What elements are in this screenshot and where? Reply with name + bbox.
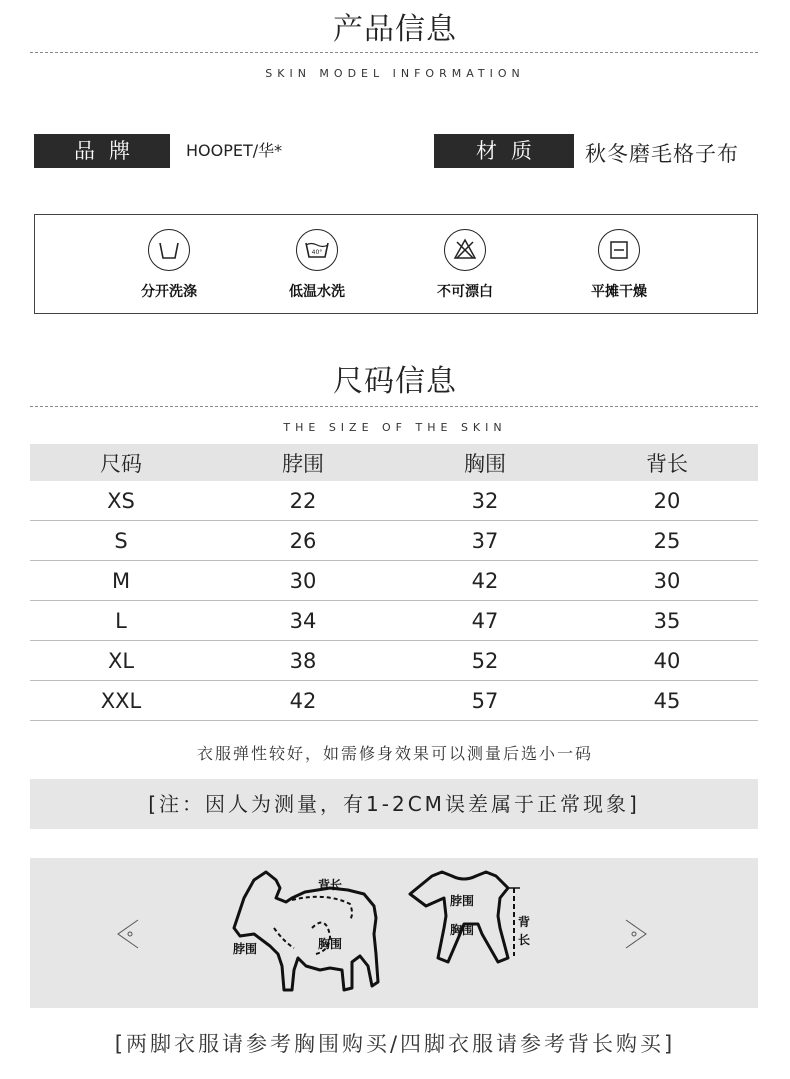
cloth-back-label-2: 长 [518, 933, 531, 947]
table-cell: 32 [394, 481, 576, 521]
column-header: 胸围 [394, 444, 576, 481]
no-bleach-icon [444, 229, 486, 271]
table-cell: 45 [576, 681, 758, 721]
size-table [30, 444, 758, 721]
table-cell: 38 [212, 641, 394, 681]
table-cell: 37 [394, 521, 576, 561]
table-header-row [30, 444, 758, 481]
table-cell: 30 [576, 561, 758, 601]
dog-back-label: 背长 [318, 878, 343, 892]
care-label: 低温水洗 [289, 284, 345, 300]
table-cell: 42 [212, 681, 394, 721]
chevron-right-icon[interactable] [626, 920, 646, 948]
measurement-diagram [30, 858, 758, 1008]
product-info-subtitle: SKIN MODEL INFORMATION [265, 67, 525, 80]
table-row [30, 481, 758, 521]
table-cell: 52 [394, 641, 576, 681]
care-label: 平摊干燥 [591, 284, 647, 300]
size-info-title: 尺码信息 [333, 364, 457, 399]
cloth-back-label-1: 背 [518, 915, 531, 929]
table-row [30, 521, 758, 561]
column-header: 尺码 [30, 444, 212, 481]
table-cell: 35 [576, 601, 758, 641]
table-cell: 57 [394, 681, 576, 721]
table-row [30, 561, 758, 601]
material-value: 秋冬磨毛格子布 [585, 142, 739, 166]
table-row [30, 681, 758, 721]
chevron-left-icon[interactable] [118, 920, 138, 948]
table-cell: 25 [576, 521, 758, 561]
table-row [30, 641, 758, 681]
dog-neck-label: 脖围 [233, 942, 258, 956]
care-label: 不可漂白 [437, 284, 493, 300]
material-label: 材质 [434, 134, 574, 168]
table-cell: M [30, 561, 212, 601]
table-row [30, 601, 758, 641]
column-header: 脖围 [212, 444, 394, 481]
table-cell: XS [30, 481, 212, 521]
care-item [405, 229, 525, 301]
table-cell: XL [30, 641, 212, 681]
wash-temp-text: 40° [311, 249, 323, 256]
table-cell: 42 [394, 561, 576, 601]
cloth-neck-label: 脖围 [450, 894, 475, 908]
care-item [257, 229, 377, 301]
dog-outline-icon [234, 872, 378, 990]
table-cell: 30 [212, 561, 394, 601]
wash-40-icon [296, 229, 338, 271]
dry-flat-icon [598, 229, 640, 271]
care-item [559, 229, 679, 301]
divider [30, 52, 758, 53]
bottom-note: [两脚衣服请参考胸围购买/四脚衣服请参考背长购买] [114, 1032, 676, 1056]
product-info-title: 产品信息 [333, 12, 457, 47]
table-cell: XXL [30, 681, 212, 721]
measure-note: [注：因人为测量，有1-2CM误差属于正常现象] [30, 779, 758, 829]
table-cell: 20 [576, 481, 758, 521]
column-header: 背长 [576, 444, 758, 481]
basin-wash-icon [148, 229, 190, 271]
pet-clothing-icon [410, 872, 508, 962]
table-cell: L [30, 601, 212, 641]
size-info-subtitle: THE SIZE OF THE SKIN [283, 421, 507, 434]
dog-chest-label: 胸围 [318, 937, 343, 951]
care-item [109, 229, 229, 301]
table-cell: S [30, 521, 212, 561]
brand-value: HOOPET/华* [186, 141, 283, 160]
divider [30, 406, 758, 407]
care-label: 分开洗涤 [141, 284, 197, 300]
care-instructions [34, 214, 758, 314]
brand-label: 品牌 [34, 134, 170, 168]
cloth-chest-label: 胸围 [450, 923, 475, 937]
table-cell: 47 [394, 601, 576, 641]
table-cell: 34 [212, 601, 394, 641]
fit-tip: 衣服弹性较好，如需修身效果可以测量后选小一码 [196, 744, 593, 763]
table-cell: 26 [212, 521, 394, 561]
table-cell: 22 [212, 481, 394, 521]
table-cell: 40 [576, 641, 758, 681]
